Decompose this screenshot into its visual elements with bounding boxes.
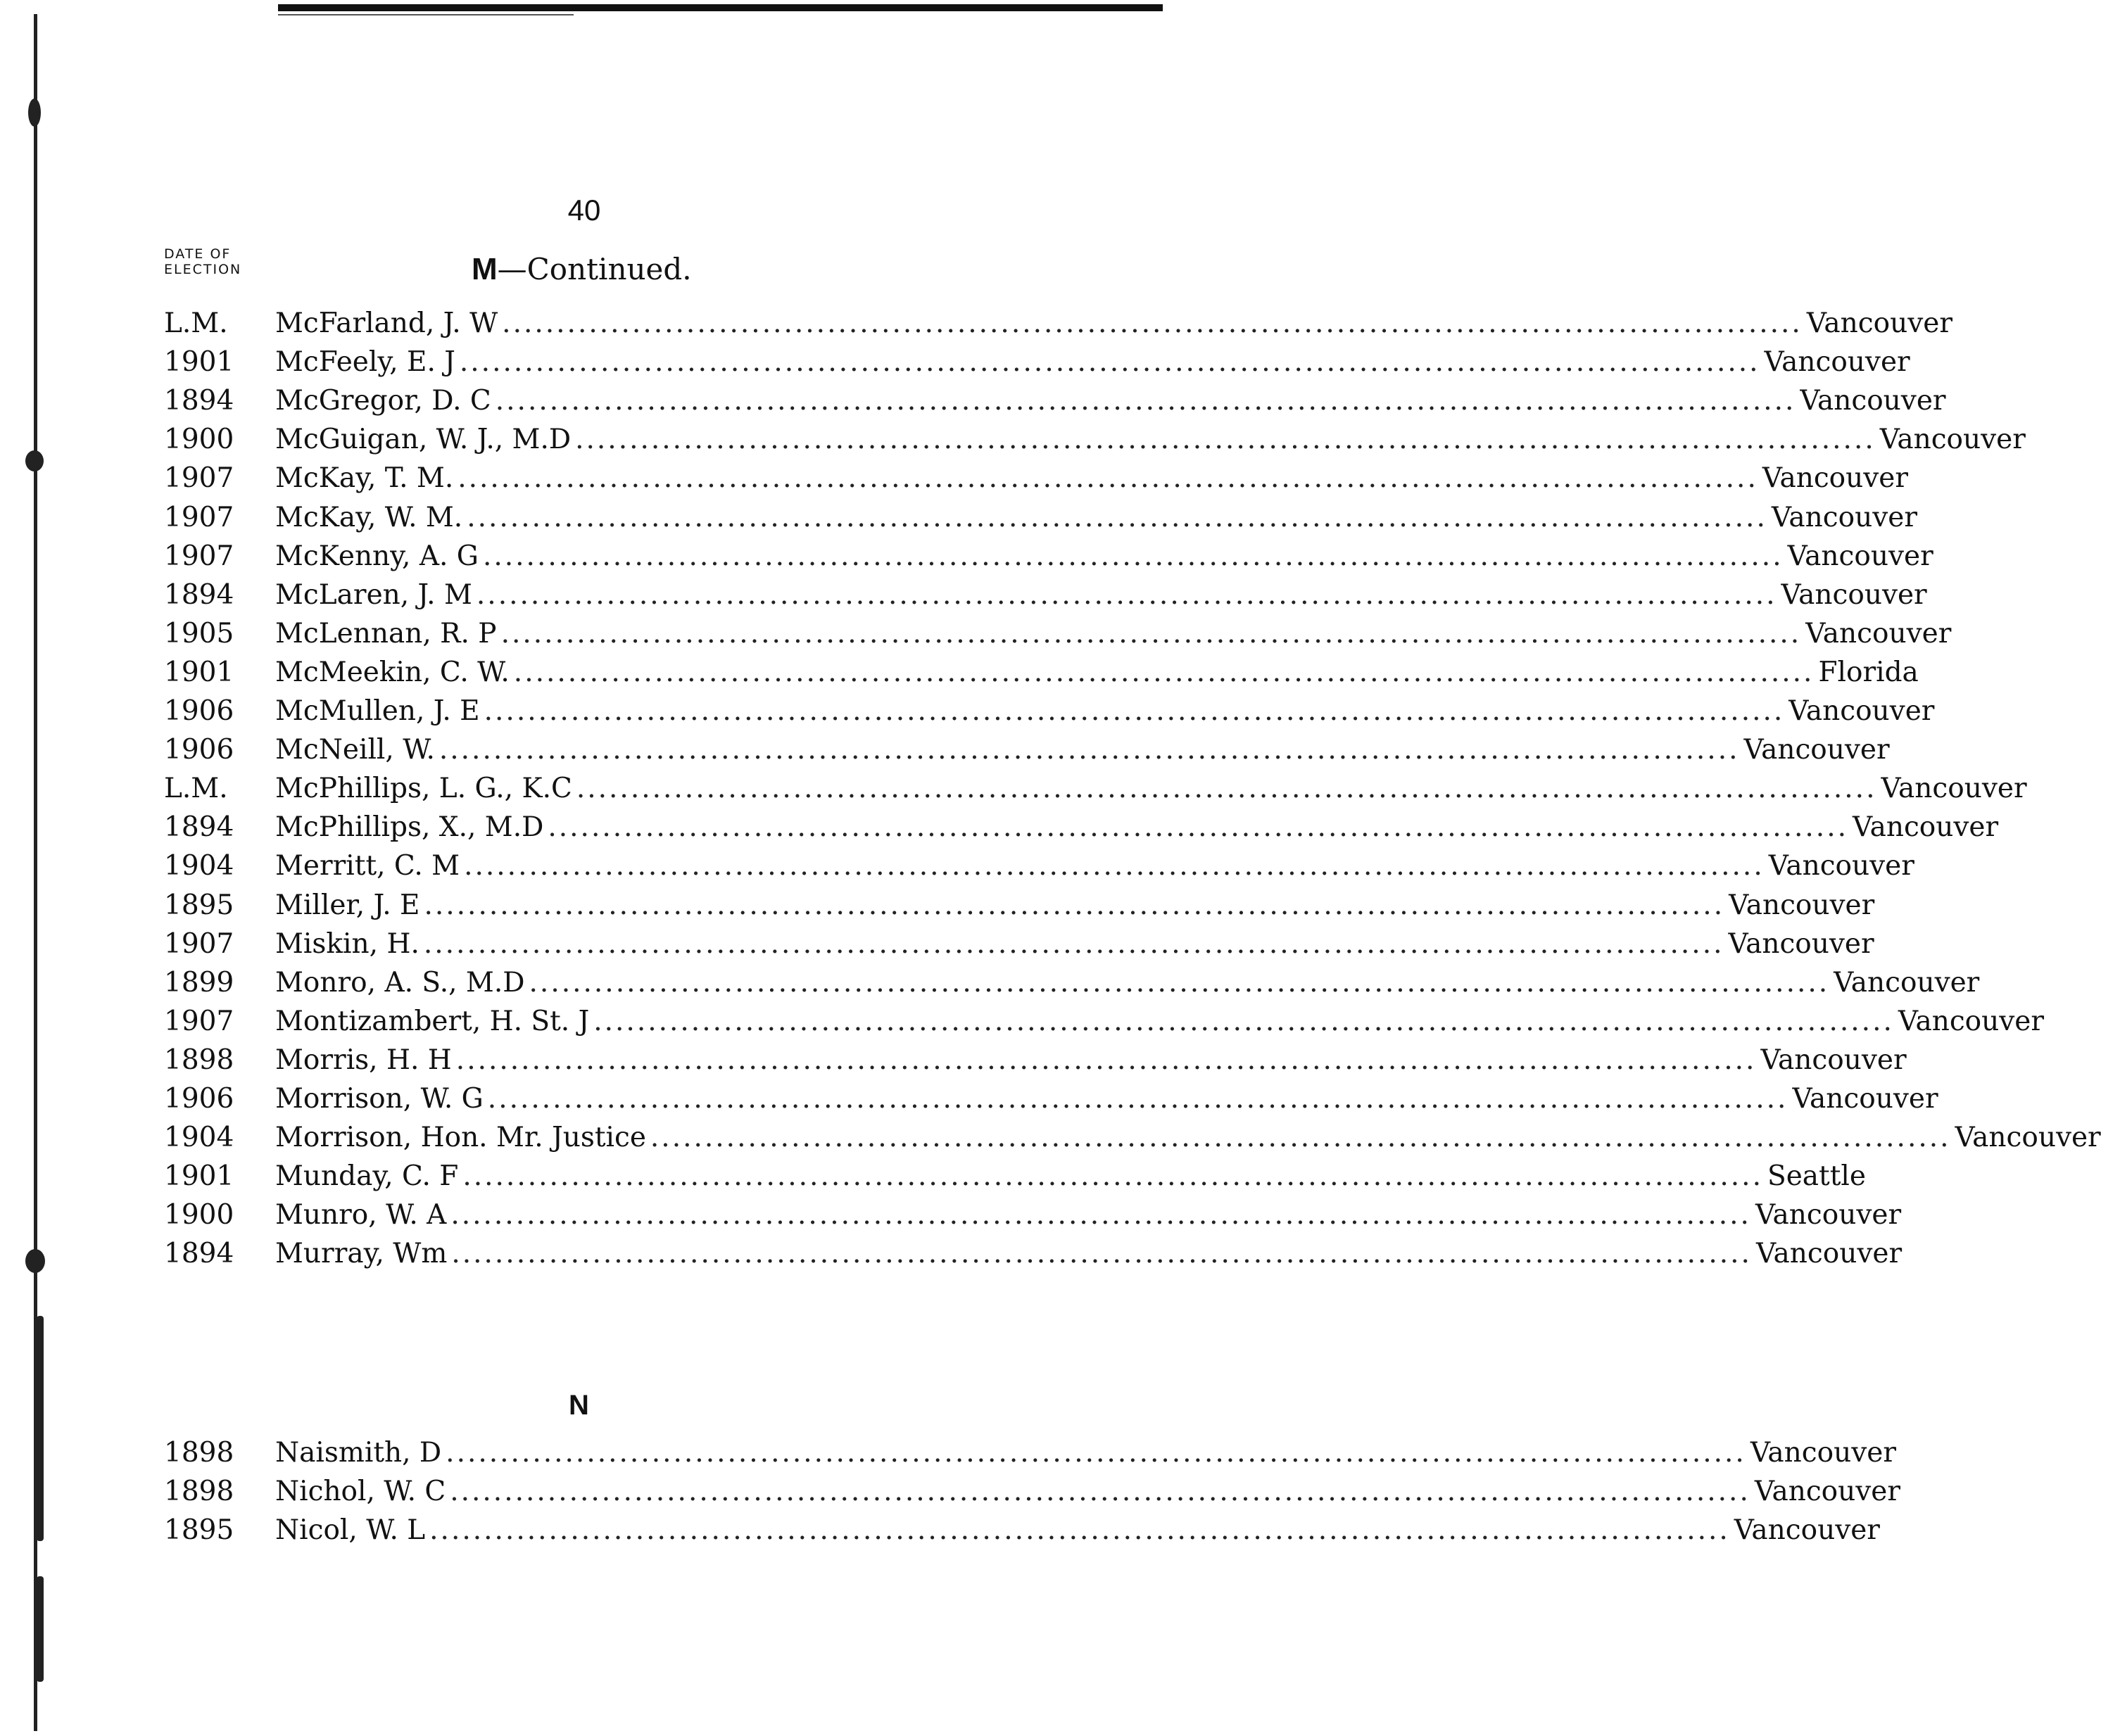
member-location: Vancouver [1743,734,1890,766]
member-location: Vancouver [1788,695,1935,727]
member-name: Munday, C. F [275,1160,459,1193]
list-item [164,1436,1896,1471]
dot-leader: ........................................................................................................................ [593,1005,1894,1037]
dot-leader: ........................................................................................................................ [446,1437,1746,1469]
dot-leader: ........................................................................................................................ [462,1160,1763,1193]
list-item [164,422,2026,457]
member-name: McFarland, J. W [275,308,498,339]
list-item [164,616,1952,652]
list-item [164,461,1909,496]
member-location: Vancouver [1800,385,1946,417]
list-item [164,1236,1903,1272]
member-location: Vancouver [1879,424,2026,456]
member-name: Murray, Wm [275,1238,448,1270]
dot-leader: ........................................................................................................................ [484,695,1785,727]
list-item [164,345,1910,380]
member-location: Vancouver [1792,1083,1938,1115]
member-name: Monro, A. S., M.D [275,966,525,999]
list-item [164,655,1919,690]
dot-leader: ........................................................................................................................ [450,1476,1750,1508]
list-item [164,1120,2101,1155]
list-item [164,384,1946,419]
member-location: Vancouver [1768,850,1914,882]
member-location: Vancouver [1834,966,1980,999]
member-location: Vancouver [1734,1514,1880,1547]
dot-leader: ........................................................................................................................ [459,346,1760,379]
election-year: L.M. [164,773,228,805]
election-year: 1900 [164,424,234,456]
dot-leader: ........................................................................................................................ [424,889,1725,921]
member-name: McPhillips, L. G., K.C [275,773,572,805]
member-name: Nichol, W. C [275,1476,446,1508]
dot-leader: ........................................................................................................................ [455,1044,1757,1076]
list-item [164,888,1875,923]
list-item [164,849,1914,884]
member-name: McKenny, A. G [275,540,479,572]
dot-leader: ........................................................................................................................ [650,1122,1951,1154]
election-year: 1907 [164,501,234,533]
member-name: McKay, W. M. [275,501,463,533]
dot-leader: ........................................................................................................................ [500,617,1802,650]
member-location: Vancouver [1729,889,1875,921]
member-location: Vancouver [1728,927,1874,960]
list-item [164,1082,1938,1117]
election-year: 1907 [164,462,234,495]
election-year: 1907 [164,1005,234,1037]
dot-leader: ........................................................................................................................ [423,927,1724,960]
list-item [164,539,1933,574]
list-item [164,771,2027,806]
member-location: Vancouver [1755,1199,1902,1231]
election-year: 1894 [164,385,234,417]
election-year: L.M. [164,308,228,339]
election-year: 1901 [164,346,234,379]
member-name: McLennan, R. P [275,617,497,650]
election-year: 1906 [164,734,234,766]
member-name: Merritt, C. M [275,850,460,882]
section-heading-n: N [569,1390,589,1421]
member-location: Vancouver [1754,1476,1901,1508]
member-name: Munro, W. A [275,1199,447,1231]
list-item [164,500,1917,536]
page-number: 40 [567,194,601,227]
dot-leader: ........................................................................................................................ [502,308,1803,339]
member-name: McPhillips, X., M.D [275,811,544,844]
section-heading-m [472,252,692,287]
election-year: 1900 [164,1199,234,1231]
member-name: McLaren, J. M [275,578,472,611]
election-year: 1904 [164,1122,234,1154]
column-header-line: ELECTION [164,262,242,277]
member-location: Vancouver [1760,1044,1907,1076]
election-year: 1895 [164,1514,234,1547]
list-item [164,1159,1866,1194]
binding-mark [37,1576,44,1682]
binding-mark [25,450,44,471]
member-name: McNeill, W. [275,734,435,766]
election-year: 1899 [164,966,234,999]
member-location: Vancouver [1755,1238,1903,1270]
dot-leader: ........................................................................................................................ [464,850,1765,882]
member-location: Vancouver [1898,1005,2045,1037]
election-year: 1907 [164,540,234,572]
list-item [164,1474,1901,1509]
binding-mark [25,1249,45,1273]
member-name: Morrison, W. G [275,1083,484,1115]
section-letter: M [472,252,498,286]
list-item [164,1004,2045,1039]
list-item [164,1513,1880,1548]
dot-leader: ........................................................................................................................ [467,501,1767,533]
dot-leader: ........................................................................................................................ [548,811,1848,844]
member-name: McGregor, D. C [275,385,491,417]
dot-leader: ........................................................................................................................ [575,424,1876,456]
dot-leader: ........................................................................................................................ [429,1514,1730,1547]
member-name: McMeekin, C. W. [275,656,510,688]
election-year: 1895 [164,889,234,921]
member-name: Miskin, H. [275,927,419,960]
election-year: 1904 [164,850,234,882]
member-location: Vancouver [1750,1437,1896,1469]
election-year: 1906 [164,695,234,727]
top-border-faint-rule [278,14,574,15]
member-name: McGuigan, W. J., M.D [275,424,572,456]
member-location: Vancouver [1805,617,1952,650]
election-year: 1906 [164,1083,234,1115]
member-name: McMullen, J. E [275,695,480,727]
election-year: 1898 [164,1044,234,1076]
election-year: 1907 [164,927,234,960]
dot-leader: ........................................................................................................................ [487,1083,1788,1115]
election-year: 1898 [164,1476,234,1508]
dot-leader: ........................................................................................................................ [450,1199,1751,1231]
binding-mark [28,99,41,127]
list-item [164,1043,1907,1078]
member-name: Nicol, W. L [275,1514,426,1547]
member-name: Morrison, Hon. Mr. Justice [275,1122,646,1154]
binding-mark [37,1316,44,1541]
election-year: 1901 [164,656,234,688]
dot-leader: ........................................................................................................................ [458,462,1758,495]
member-name: Miller, J. E [275,889,420,921]
member-location: Vancouver [1853,811,1999,844]
column-header-date-of-election [164,246,241,277]
member-location: Vancouver [1762,462,1909,495]
column-header-line: DATE OF [164,246,232,262]
list-item [164,1198,1902,1233]
member-location: Florida [1818,656,1919,688]
election-year: 1894 [164,578,234,611]
member-location: Vancouver [1806,308,1952,339]
dot-leader: ........................................................................................................................ [451,1238,1752,1270]
member-name: Naismith, D [275,1437,442,1469]
list-item [164,694,1935,729]
member-location: Vancouver [1787,540,1933,572]
dot-leader: ........................................................................................................................ [439,734,1740,766]
member-name: McKay, T. M. [275,462,454,495]
member-location: Vancouver [1771,501,1917,533]
election-year: 1894 [164,1238,234,1270]
member-location: Vancouver [1881,773,2027,805]
list-item [164,306,1952,341]
top-border-rule [278,4,1163,11]
list-item [164,810,1999,845]
member-name: Montizambert, H. St. J [275,1005,590,1037]
list-item [164,965,1980,1001]
member-name: McFeely, E. J [275,346,455,379]
dot-leader: ........................................................................................................................ [576,773,1877,805]
section-suffix: —Continued. [497,252,692,286]
election-year: 1898 [164,1437,234,1469]
dot-leader: ........................................................................................................................ [513,656,1815,688]
election-year: 1894 [164,811,234,844]
dot-leader: ........................................................................................................................ [495,385,1796,417]
election-year: 1901 [164,1160,234,1193]
member-location: Vancouver [1955,1122,2101,1154]
list-item [164,733,1890,768]
member-location: Vancouver [1764,346,1910,379]
member-name: Morris, H. H [275,1044,452,1076]
list-item [164,578,1927,613]
dot-leader: ........................................................................................................................ [482,540,1784,572]
dot-leader: ........................................................................................................................ [476,578,1777,611]
election-year: 1905 [164,617,234,650]
dot-leader: ........................................................................................................................ [529,966,1830,999]
member-location: Seattle [1767,1160,1866,1193]
member-location: Vancouver [1781,578,1927,611]
list-item [164,927,1874,962]
